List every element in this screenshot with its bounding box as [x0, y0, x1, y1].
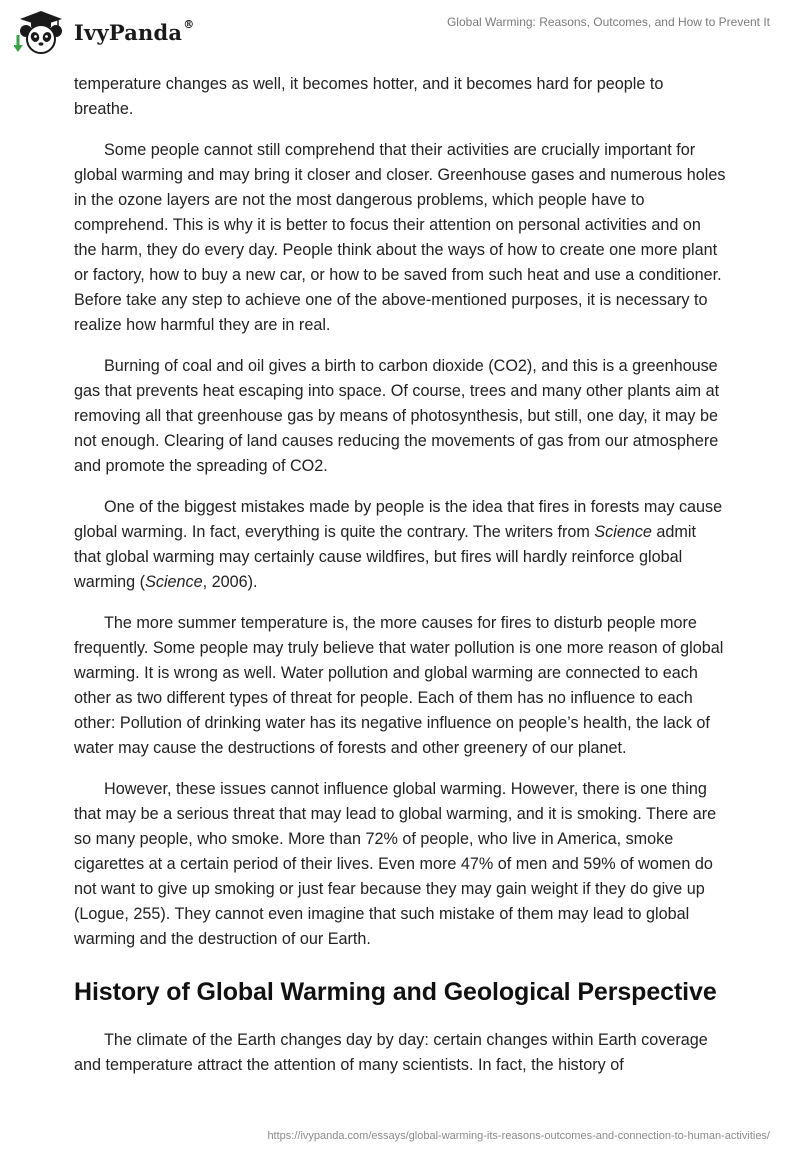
citation-source: Science: [145, 573, 203, 591]
paragraph: The climate of the Earth changes day by day: certain changes within Earth coverage and temperature attract the attention of many scientists. In fact, the history of: [74, 1031, 708, 1074]
paragraph: Burning of coal and oil gives a birth to carbon dioxide (CO2), and this is a greenhouse gas that prevents heat escaping into space. Of course, trees and many other plants aim at removing all that greenhouse gas by means of photosynthesis, but still, one day, it may be not enough. Clearing of land causes reducing the movements of gas from our atmosphere and promote the spreading of CO2.: [74, 357, 720, 475]
paragraph: temperature changes as well, it becomes hotter, and it becomes hard for people to breathe.: [74, 75, 664, 118]
paragraph: The more summer temperature is, the more causes for fires to disturb people more frequently. Some people may truly believe that water pollution is one more reason of global warming. It is wrong as well. Water pollution and global warming are connected to each other as two different types of threat for people. Each of them has no influence to each other: Pollution of drinking water has its negative influence on people’s health, the lack of water may cause the destructions of forests and other greenery of our planet.: [74, 614, 724, 757]
section-heading: History of Global Warming and Geological Perspective: [74, 978, 717, 1006]
ivypanda-logo[interactable]: [14, 8, 194, 56]
document-title: Global Warming: Reasons, Outcomes, and How to Prevent It: [446, 15, 770, 29]
paragraph: Some people cannot still comprehend that their activities are crucially important for global warming and may bring it closer and closer. Greenhouse gases and numerous holes in the ozone layers are not the most dangerous problems, which people have to comprehend. This is why it is better to focus their attention on personal activities and on the harm, they do every day. People think about the ways of how to create one more plant or factory, how to buy a new car, or how to be saved from such heat and use a conditioner. Before take any step to achieve one of the above-mentioned purposes, it is necessary to realize how harmful they are in real.: [74, 141, 726, 334]
paragraph: One of the biggest mistakes made by people is the idea that fires in forests may cause global warming. In fact, everything is quite the contrary. The writers from Science admit that global warming may certainly cause wildfires, but fires will hardly reinforce global warming (Science, 2006).: [74, 498, 723, 591]
citation-source: Science: [594, 523, 652, 541]
source-url[interactable]: https://ivypanda.com/essays/global-warming-its-reasons-outcomes-and-connection-to-human-activities/: [267, 1130, 770, 1142]
panda-graduate-icon: [14, 9, 66, 55]
page-header: [0, 0, 800, 68]
essay-body: [74, 72, 726, 1094]
brand-name: IvyPanda®: [74, 17, 195, 45]
paragraph: However, these issues cannot influence global warming. However, there is one thing that may be a serious threat that may lead to global warming, and it is smoking. There are so many people, who smoke. More than 72% of people, who live in America, smoke cigarettes at a certain period of their lives. Even more 47% of men and 59% of women do not want to give up smoking or just fear because they may gain weight if they do give up (Logue, 255). They cannot even imagine that such mistake of them may lead to global warming and the destruction of our Earth.: [74, 780, 717, 948]
